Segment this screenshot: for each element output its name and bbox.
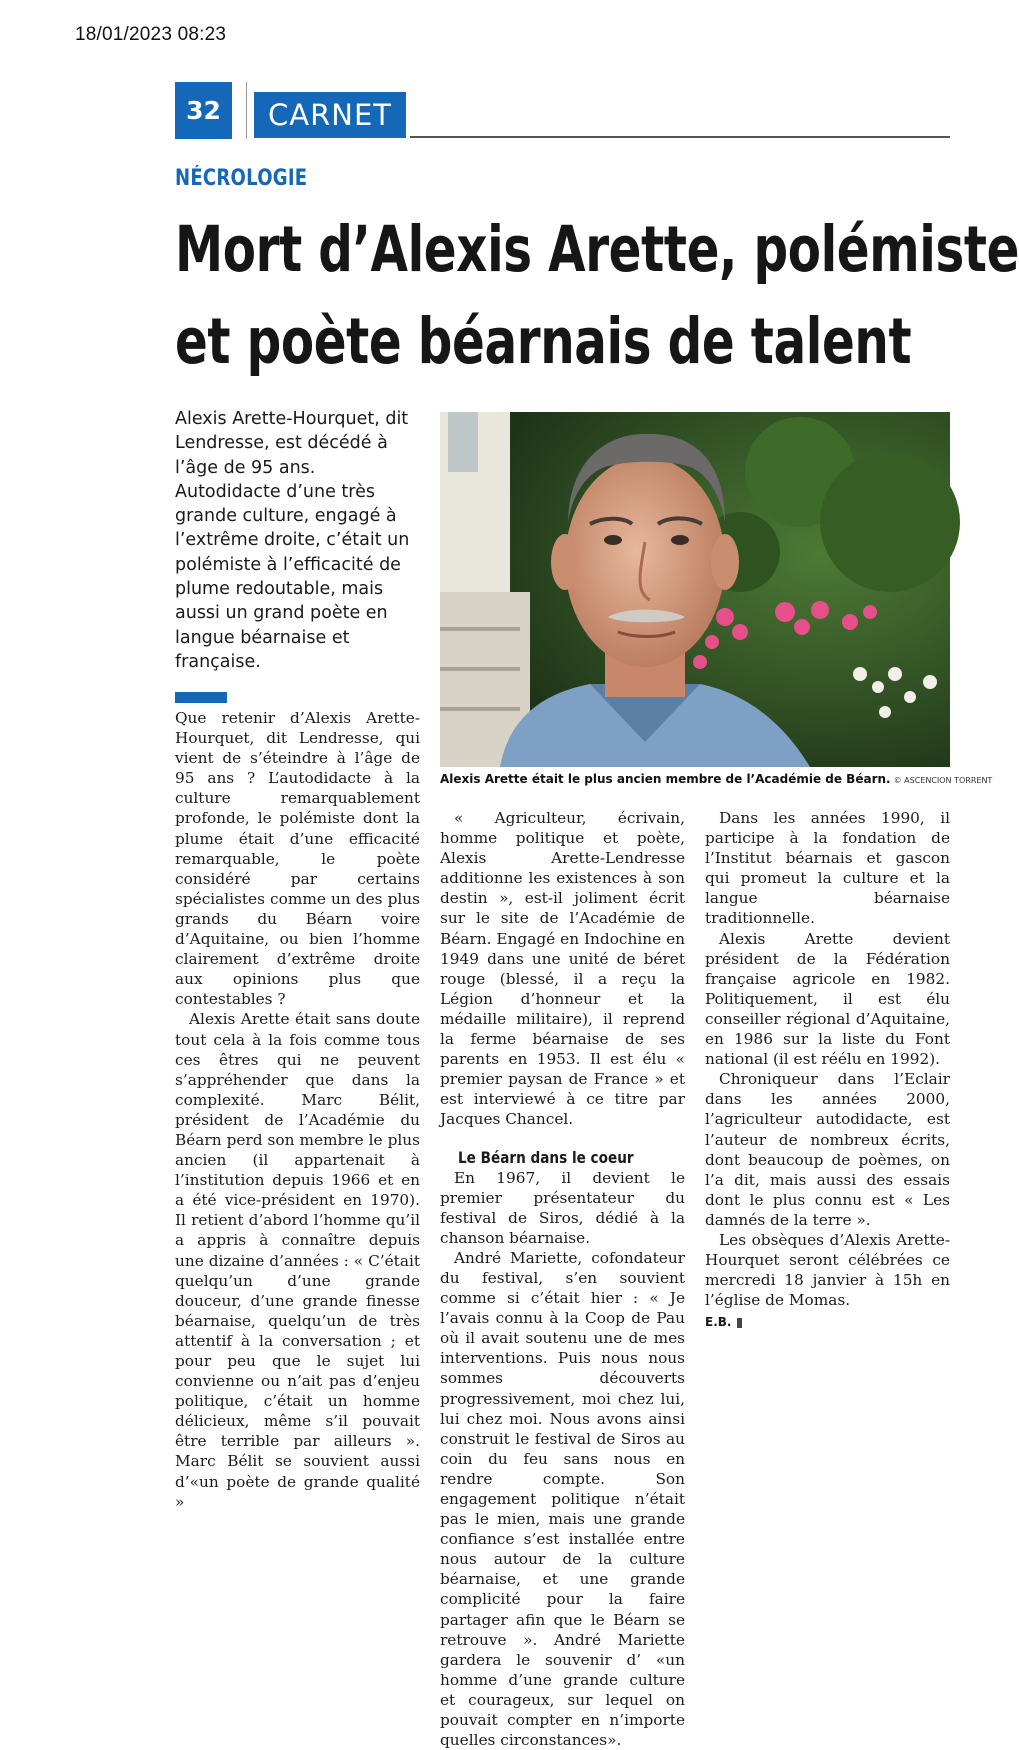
article-column-2 bbox=[440, 808, 685, 1750]
headline-line-2: et poète béarnais de talent bbox=[175, 305, 912, 378]
article-column-1 bbox=[175, 708, 420, 1512]
portrait-illustration bbox=[440, 412, 950, 767]
end-mark bbox=[737, 1318, 742, 1328]
photo-caption bbox=[440, 772, 993, 786]
section-label: CARNET bbox=[254, 92, 406, 138]
kicker: NÉCROLOGIE bbox=[175, 166, 308, 191]
paragraph-8: Chroniqueur dans l’Eclair dans les années 2000, l’agriculteur autodidacte, est l’auteur de nombreux écrits, dont beaucoup de poèmes, on l’a dit, mais aussi des essais dont le plus connu est « Les damnés de la terre ». bbox=[705, 1070, 950, 1229]
paragraph-5: André Mariette, cofondateur du festival, s’en souvient comme si c’était hier : « Je l’avais connu à la Coop de Pau où il avait soutenu une de mes interventions. Puis nous nous sommes découverts progressivement, moi chez lui, lui chez moi. Nous avons ainsi construit le festival de Siros au coin du feu sans nous en rendre compte. Son engagement politique n’était pas le mien, mais une grande confiance s’est installée entre nous autour de la culture béarnaise, et une grande complicité pour la faire partager afin que le Béarn se retrouve ». André Mariette gardera le souvenir d’ «un homme d’une grande culture et courageux, sur lequel on pouvait compter en n’importe quelles circonstances». bbox=[440, 1248, 685, 1750]
paragraph-6: Dans les années 1990, il participe à la fondation de l’Institut béarnais et gascon qui promeut la culture et la langue béarnaise traditionnelle. bbox=[705, 809, 950, 928]
print-timestamp: 18/01/2023 08:23 bbox=[75, 24, 227, 45]
page-number: 32 bbox=[175, 82, 232, 139]
headline bbox=[175, 204, 1019, 388]
caption-text: Alexis Arette était le plus ancien membre de l’Académie de Béarn. bbox=[440, 772, 891, 786]
subheading: Le Béarn dans le coeur bbox=[458, 1147, 634, 1167]
header-divider bbox=[246, 82, 247, 139]
paragraph-4: En 1967, il devient le premier présentateur du festival de Siros, dédié à la chanson béarnaise. bbox=[440, 1168, 685, 1247]
paragraph-1: Que retenir d’Alexis Arette-Hourquet, dit Lendresse, qui vient de s’éteindre à l’âge de 95 ans ? L’autodidacte à la culture remarquablement profonde, le polémiste dont la plume était d’une efficacité remarquable, le poète considéré par certains spécialistes comme un des plus grands du Béarn voire d’Aquitaine, ou bien l’homme clairement d’extrême droite aux opinions plus que contestables ? bbox=[175, 709, 420, 1009]
paragraph-2: Alexis Arette était sans doute tout cela à la fois comme tous ces êtres qui ne peuvent s’appréhender que dans la complexité. Marc Bélit, président de l’Académie du Béarn perd son membre le plus ancien (il appartenait à l’institution depuis 1966 et en a été vice-président en 1970). Il retient d’abord l’homme qu’il a appris à connaître depuis une dizaine d’années : « C’était quelqu’un d’une grande douceur, d’une grande finesse béarnaise, quelqu’un de très attentif à la conversation ; et pour peu que le sujet lui convienne ou n’ait pas d’enjeu politique, c’était un homme délicieux, même s’il pouvait être terrible par ailleurs ». Marc Bélit se souvient aussi d’«un poète de grande qualité » bbox=[175, 1010, 420, 1511]
article-column-3 bbox=[705, 808, 950, 1332]
portrait-photo bbox=[440, 412, 950, 767]
signature bbox=[705, 1312, 950, 1332]
paragraph-3: « Agriculteur, écrivain, homme politique et poète, Alexis Arette-Lendresse additionne les existences à son destin », est-il joliment écrit sur le site de l’Académie de Béarn. Engagé en Indochine en 1949 dans une unité de béret rouge (blessé, il a reçu la Légion d’honneur et la médaille militaire), il reprend la ferme béarnaise de ses parents en 1953. Il est élu « premier paysan de France » et est interviewé à ce titre par Jacques Chancel. bbox=[440, 809, 685, 1129]
paragraph-9: Les obsèques d’Alexis Arette-Hourquet seront célébrées ce mercredi 18 janvier à 15h en l’église de Momas. bbox=[705, 1230, 950, 1310]
photo-credit: © ASCENCION TORRENT bbox=[893, 776, 993, 785]
paragraph-7: Alexis Arette devient président de la Fédération française agricole en 1982. Politiquement, il est élu conseiller régional d’Aquitaine, en 1986 sur la liste du Font national (il est réélu en 1992). bbox=[705, 929, 950, 1069]
accent-bar bbox=[175, 692, 227, 703]
standfirst: Alexis Arette-Hourquet, dit Lendresse, est décédé à l’âge de 95 ans. Autodidacte d’une très grande culture, engagé à l’extrême droite, c’était un polémiste à l’efficacité de plume redoutable, mais aussi un grand poète en langue béarnaise et française. bbox=[175, 409, 410, 672]
headline-line-1: Mort d’Alexis Arette, polémiste bbox=[175, 213, 1019, 286]
author-initials: E.B. bbox=[705, 1315, 732, 1330]
header-rule bbox=[410, 136, 950, 138]
